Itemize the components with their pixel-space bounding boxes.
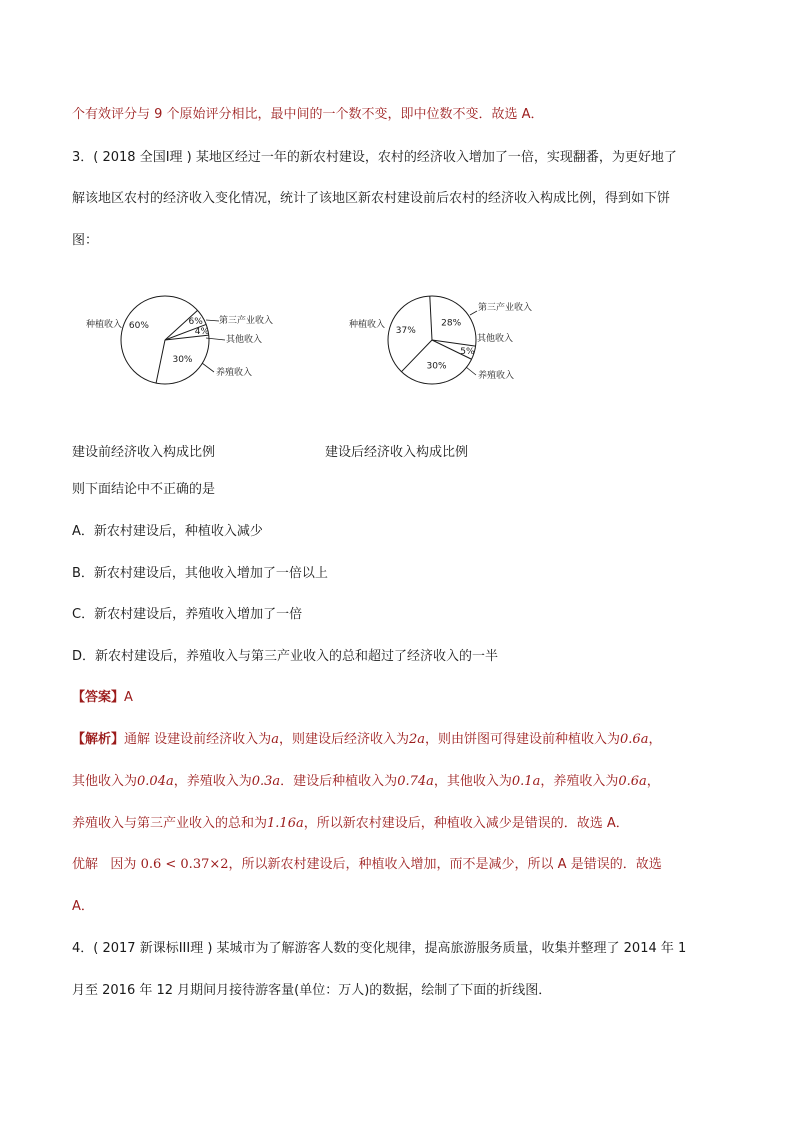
pie-charts (0, 275, 794, 415)
method2-label: 优解 (72, 857, 99, 872)
analysis-line-2 (72, 773, 660, 791)
option-c: C．新农村建设后，养殖收入增加了一倍 (72, 607, 303, 622)
math-expr: 0.04a (137, 774, 174, 789)
method1-label: 通解 (124, 732, 151, 747)
text: 养殖收入与第三产业收入的总和为 (72, 816, 268, 831)
pie-category-label: 种植收入 (86, 320, 123, 330)
text: 因为 (110, 857, 137, 872)
text: 其他收入为 (72, 774, 138, 789)
pie-category-label: 其他收入 (226, 335, 263, 345)
analysis-line-3 (72, 815, 629, 833)
pie-value-label: 30% (172, 355, 193, 366)
pie-value-label: 6% (188, 317, 203, 328)
q4-line-2: 月至 2016 年 12 月期间月接待游客量(单位：万人)的数据，绘制了下面的折线图． (72, 983, 552, 998)
analysis-line-4 (72, 856, 662, 874)
math-expr: 0.6a (620, 732, 649, 747)
text: ．建设后种植收入为 (280, 774, 398, 789)
math-expr: 0.3a (251, 774, 281, 789)
math-expr: 2a (408, 732, 425, 747)
pie-category-label: 第三产业收入 (219, 316, 274, 326)
text: ，所以新农村建设后，种植收入增加，而不是减少，所以 A 是错误的．故选 (228, 857, 662, 872)
pie-value-label: 5% (460, 346, 475, 357)
answer-line (72, 689, 133, 707)
option-a: A．新农村建设后，种植收入减少 (72, 524, 263, 539)
text: ，则由饼图可得建设前种植收入为 (425, 732, 621, 747)
caption-before: 建设前经济收入构成比例 (72, 445, 216, 460)
pie-value-label: 60% (128, 321, 149, 332)
pie-value-label: 30% (426, 361, 447, 372)
math-expr: 0.6a (618, 774, 647, 789)
math-expr: a (271, 732, 279, 747)
text: 设建设前经济收入为 (154, 732, 272, 747)
analysis-line-1 (72, 731, 661, 749)
text: ， (648, 732, 662, 747)
pie-leader-line (470, 311, 477, 315)
pie-leader-line (466, 367, 476, 375)
math-expr: 0.1a (511, 774, 541, 789)
q3-stem: 则下面结论中不正确的是 (72, 482, 216, 497)
q3-line-1: 3．( 2018 全国I理 ) 某地区经过一年的新农村建设，农村的经济收入增加了一倍，实现翻番，为更好地了 (72, 150, 677, 165)
pie-category-label: 种植收入 (349, 320, 386, 330)
pie-leader-line (202, 363, 214, 372)
pie-category-label: 其他收入 (477, 334, 514, 344)
pie-value-label: 28% (441, 318, 462, 329)
caption-after: 建设后经济收入构成比例 (325, 445, 469, 460)
option-b: B．新农村建设后，其他收入增加了一倍以上 (72, 566, 328, 581)
q4-line-1: 4．( 2017 新课标III理 ) 某城市为了解游客人数的变化规律，提高旅游服务质量，收集并整理了 2014 年 1 (72, 941, 687, 956)
text: ，则建设后经济收入为 (278, 732, 409, 747)
pie-value-label: 37% (395, 326, 416, 337)
text: ，所以新农村建设后，种植收入减少是错误的．故选 A． (303, 816, 629, 831)
pie-category-label: 第三产业收入 (478, 303, 533, 313)
text: ，养殖收入为 (540, 774, 619, 789)
pie-category-label: 养殖收入 (478, 371, 515, 381)
q3-line-2: 解该地区农村的经济收入变化情况，统计了该地区新农村建设前后农村的经济收入构成比例，得到如下饼 (72, 191, 671, 206)
q3-line-3: 图： (72, 233, 99, 248)
analysis-label: 【解析】 (72, 732, 125, 747)
text: ，养殖收入为 (173, 774, 252, 789)
pie-category-label: 养殖收入 (216, 368, 253, 378)
analysis-line-5 (72, 898, 94, 916)
math-expr: 0.74a (397, 774, 434, 789)
option-d: D．新农村建设后，养殖收入与第三产业收入的总和超过了经济收入的一半 (72, 649, 499, 664)
math-expr: 0.6 < 0.37×2 (140, 857, 229, 872)
answer-label: 【答案】 (72, 690, 125, 705)
math-expr: 1.16a (267, 816, 304, 831)
text: ，其他收入为 (433, 774, 512, 789)
text: A． (72, 899, 94, 914)
text: ， (646, 774, 660, 789)
answer-value: A (124, 690, 133, 705)
intro-line: 个有效评分与 9 个原始评分相比，最中间的一个数不变，即中位数不变．故选 A． (72, 107, 544, 122)
pie-leader-line (206, 320, 219, 321)
pie-value-label: 4% (194, 327, 210, 338)
